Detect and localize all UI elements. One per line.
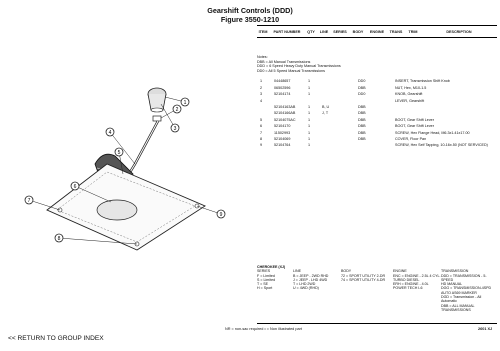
hex-nut-drawing bbox=[153, 116, 161, 121]
table-row: 8 52104069 1 DBB COVER, Floor Pan bbox=[260, 136, 427, 141]
svg-text:9: 9 bbox=[219, 211, 223, 218]
table-header bbox=[257, 25, 497, 38]
col-line: LINE bbox=[319, 29, 329, 34]
note-line: DBB = All Manual Transmissions bbox=[257, 59, 311, 64]
col-item: ITEM bbox=[258, 29, 268, 34]
callout-2 bbox=[173, 105, 181, 113]
note-line: DD0 = All 5 Speed Manual Transmissions bbox=[257, 68, 325, 73]
page-id: 2601 XJ bbox=[478, 327, 493, 331]
svg-text:8: 8 bbox=[57, 235, 61, 242]
parts-table bbox=[257, 25, 497, 150]
table-row: 4 LEVER, Gearshift bbox=[260, 98, 425, 103]
table-row: 52104163AB 1 B, U DBB bbox=[274, 104, 366, 109]
callout-6 bbox=[71, 182, 79, 190]
legend-engine: ENGINE ENC = ENGINE - 2.5L 4 CYL. TURBO DIESEL ERH = ENGINE - 4.0L POWER TECH I-6 bbox=[393, 269, 441, 291]
col-trans: TRANS bbox=[389, 29, 403, 34]
svg-text:7: 7 bbox=[27, 197, 31, 204]
svg-text:4: 4 bbox=[108, 129, 112, 136]
figure-number: Figure 3550-1210 bbox=[220, 15, 280, 24]
svg-text:3: 3 bbox=[173, 125, 177, 132]
table-rows bbox=[257, 79, 497, 149]
svg-text:1: 1 bbox=[183, 99, 187, 106]
legend-line: LINE B = JEEP - 2WD RHD J = JEEP - LHD 4WD T = LHD 2WD U = 4WD (RHD) bbox=[293, 269, 329, 291]
legend-series: SERIES F = Limited S = Limited T = SE H = Sport bbox=[257, 269, 276, 291]
svg-text:5: 5 bbox=[117, 149, 121, 156]
table-row: 3 52104174 1 DD0 KNOB, Gearshift bbox=[260, 92, 423, 97]
col-body: BODY bbox=[352, 29, 364, 34]
table-notes bbox=[257, 55, 497, 73]
svg-text:2: 2 bbox=[175, 106, 179, 113]
table-row: 5 52104075AC 1 DBB BOOT, Gear Shift Lever bbox=[260, 117, 434, 122]
return-link-text[interactable]: << RETURN TO GROUP INDEX bbox=[8, 335, 104, 342]
note-line: Notes: bbox=[257, 55, 268, 59]
table-row: 7 11502993 1 DBB SCREW, Hex Flange Head, M6.3x1.41x17.00 bbox=[260, 130, 470, 135]
col-engine: ENGINE bbox=[369, 29, 385, 34]
floor-pan-cover-drawing bbox=[47, 164, 205, 250]
table-row: 2 06502596 1 DBB NUT, Hex, M10-1.5 bbox=[260, 85, 427, 90]
code-legend bbox=[257, 265, 497, 312]
table-row: 1 04448657 1 DD0 INSERT, Transmission Shift Knob bbox=[260, 79, 450, 84]
legend-title: CHEROKEE (XJ) bbox=[257, 265, 286, 269]
table-row: 9 52104764 1 SCREW, Hex Self Tapping, 10-16x.50 (NOT SERVICED) bbox=[260, 143, 488, 148]
callout-3 bbox=[171, 124, 179, 132]
col-description: DESCRIPTION bbox=[446, 29, 472, 34]
col-part-number: PART NUMBER bbox=[273, 29, 301, 34]
callout-5 bbox=[115, 148, 123, 156]
return-to-group-index-link[interactable] bbox=[8, 335, 104, 342]
callout-9 bbox=[217, 210, 225, 218]
callout-8 bbox=[55, 234, 63, 242]
callout-7 bbox=[25, 196, 33, 204]
table-row: 6 52104170 1 DBB BOOT, Gear Shift Lever bbox=[260, 124, 434, 129]
col-series: SERIES bbox=[333, 29, 347, 34]
svg-text:6: 6 bbox=[73, 183, 77, 190]
legend-body: BODY 72 = SPORT UTILITY 2-DR 74 = SPORT UTILITY 4-DR bbox=[341, 269, 386, 282]
page-title: Gearshift Controls (DDD) bbox=[207, 6, 293, 15]
footnote: NR = non-sac required • = Non illustrated part bbox=[225, 327, 302, 331]
note-line: DDD = 6 Speed Heavy Duty Manual Transmissions bbox=[257, 64, 341, 69]
callout-4 bbox=[106, 128, 114, 136]
legend-transmission: TRANSMISSION DDD = TRANSMISSION - 5-SPEED HD MANUAL DGG = TRANSMISSION-4SPD AUTO AS69 MARKER DGD = Transmission - All Automatic DBB = ALL MANUAL TRANSMISSIONS bbox=[441, 269, 492, 312]
exploded-parts-diagram bbox=[15, 24, 240, 254]
col-qty: QTY bbox=[307, 29, 315, 34]
table-row: 52104166AB 1 J, T DBB bbox=[274, 111, 366, 116]
col-trim: TRIM bbox=[408, 29, 418, 34]
footer-divider bbox=[257, 323, 497, 324]
callout-1 bbox=[181, 98, 189, 106]
